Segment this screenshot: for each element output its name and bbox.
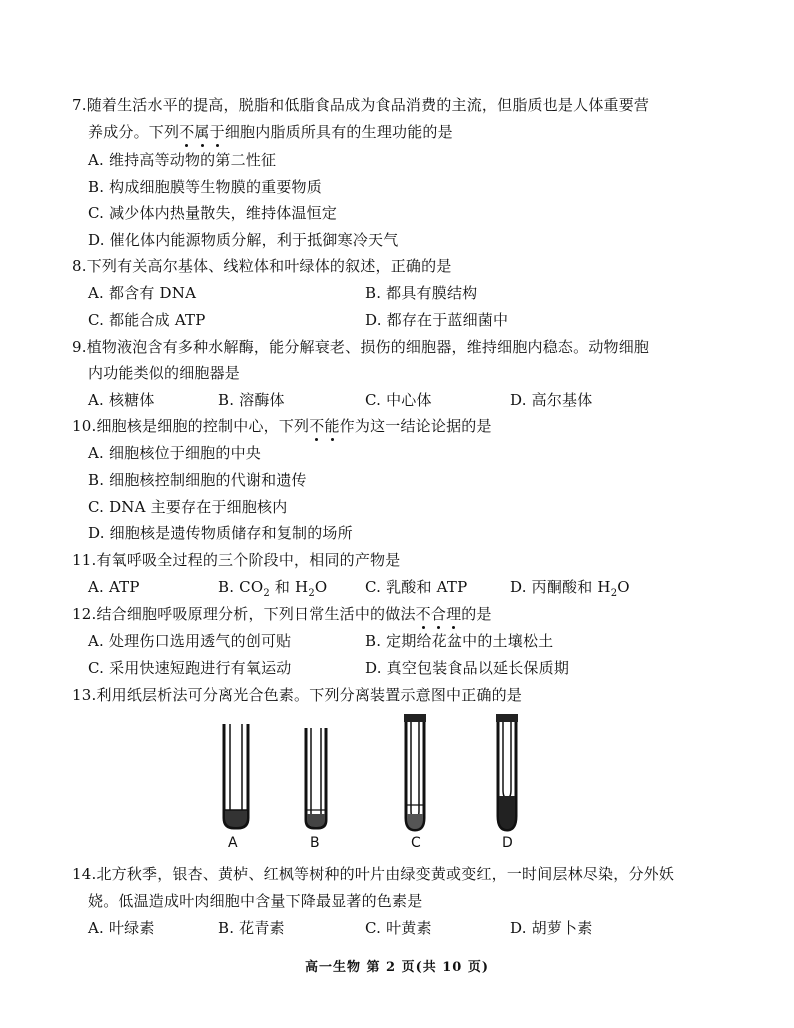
q7-stem-line1: 7.随着生活水平的提高，脱脂和低脂食品成为食品消费的主流，但脂质也是人体重要营 (72, 96, 650, 114)
q14-stem-line1: 14.北方秋季，银杏、黄栌、红枫等树种的叶片由绿变黄或变红，一时间层林尽染，分外妖 (72, 865, 675, 883)
q11-option-d: D. 丙酮酸和 $H_2O$ (510, 578, 630, 599)
q8-option-b: B. 都具有膜结构 (365, 284, 478, 302)
q8-option-a: A. 都含有 DNA (88, 284, 197, 302)
q8-stem: 8.下列有关高尔基体、线粒体和叶绿体的叙述，正确的是 (72, 257, 452, 275)
q12-stem: 12.结合细胞呼吸原理分析，下列日常生活中的做法不合理的是 (72, 605, 492, 623)
q9-option-c: C. 中心体 (365, 391, 432, 409)
page-footer: 高一生物 第 2 页(共 10 页) (304, 960, 490, 975)
tube-d (496, 714, 518, 830)
q10-option-d: D. 细胞核是遗传物质储存和复制的场所 (88, 524, 353, 542)
q14-stem-line2: 娆。低温造成叶肉细胞中含量下降最显著的色素是 (88, 892, 423, 910)
q14-option-d: D. 胡萝卜素 (510, 919, 593, 937)
tube-label-d: D (502, 835, 513, 851)
q11-option-b: B. $CO_2$ 和 $H_2O$ (218, 578, 328, 599)
q11-option-c: C. 乳酸和 ATP (365, 578, 468, 596)
q9-option-b: B. 溶酶体 (218, 391, 285, 409)
q8-option-d: D. 都存在于蓝细菌中 (365, 311, 509, 329)
tube-label-a: A (228, 835, 238, 851)
q7-option-d: D. 催化体内能源物质分解，利于抵御寒冷天气 (88, 231, 399, 249)
q9-stem-line2: 内功能类似的细胞器是 (88, 364, 241, 382)
q8-option-c: C. 都能合成 ATP (88, 311, 206, 329)
q7-option-a: A. 维持高等动物的第二性征 (88, 151, 277, 169)
q14-option-a: A. 叶绿素 (88, 919, 155, 937)
q11-option-a: A. ATP (88, 578, 140, 596)
q9-option-d: D. 高尔基体 (510, 391, 593, 409)
q9-stem-line1: 9.植物液泡含有多种水解酶，能分解衰老、损伤的细胞器，维持细胞内稳态。动物细胞 (72, 338, 650, 356)
q10-option-c: C. DNA 主要存在于细胞核内 (88, 498, 288, 516)
q12-option-a: A. 处理伤口选用透气的创可贴 (88, 632, 292, 650)
q10-stem: 10.细胞核是细胞的控制中心，下列不能作为这一结论论据的是 (72, 417, 492, 435)
q14-option-b: B. 花青素 (218, 919, 285, 937)
tube-c (404, 714, 426, 830)
q7-option-b: B. 构成细胞膜等生物膜的重要物质 (88, 178, 322, 196)
q12-option-c: C. 采用快速短跑进行有氧运动 (88, 659, 292, 677)
q7-option-c: C. 减少体内热量散失，维持体温恒定 (88, 204, 338, 222)
tube-label-b: B (310, 835, 320, 851)
q7-stem-line2: 养成分。下列不属于细胞内脂质所具有的生理功能的是 (88, 123, 453, 141)
tube-label-c: C (411, 835, 421, 851)
q9-option-a: A. 核糖体 (88, 391, 155, 409)
chromatography-tubes-figure (210, 710, 540, 835)
q13-stem: 13.利用纸层析法可分离光合色素。下列分离装置示意图中正确的是 (72, 686, 523, 704)
q10-option-b: B. 细胞核控制细胞的代谢和遗传 (88, 471, 307, 489)
tube-a (224, 724, 248, 828)
q12-option-b: B. 定期给花盆中的土壤松土 (365, 632, 554, 650)
q11-stem: 11.有氧呼吸全过程的三个阶段中，相同的产物是 (72, 551, 401, 569)
tube-b (306, 728, 326, 828)
q12-option-d: D. 真空包装食品以延长保质期 (365, 659, 570, 677)
q10-option-a: A. 细胞核位于细胞的中央 (88, 444, 261, 462)
q14-option-c: C. 叶黄素 (365, 919, 432, 937)
